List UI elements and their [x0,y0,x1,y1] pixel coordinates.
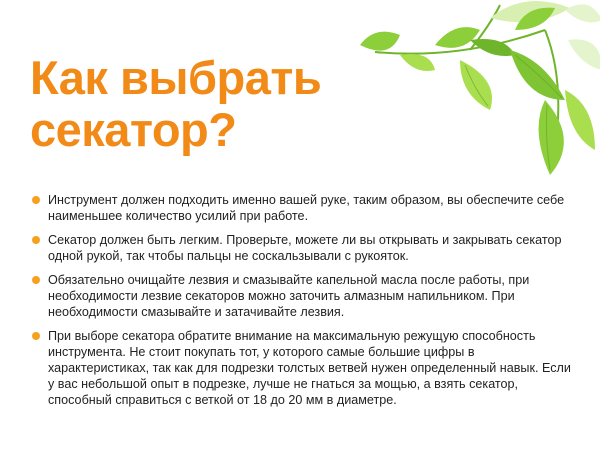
bullet-dot-icon [32,236,40,244]
leaf-icon [460,60,492,110]
leaf-icon [565,90,595,150]
bullet-dot-icon [32,332,40,340]
green-leaves-decoration [340,0,600,190]
leaf-icon [360,32,400,51]
bullet-dot-icon [32,196,40,204]
page-title [30,52,321,156]
list-item-text: Обязательно очищайте лезвия и смазывайте капельной масла после работы, при необходимости лезвие секаторов можно заточить алмазным напильником. При необходимости смазывайте и затачивайте лезвия. [48,273,530,319]
title-line-1: Как выбрать [30,51,322,104]
list-item [32,192,572,224]
leaf-icon [400,54,435,71]
list-item [32,328,572,408]
leaf-icon [568,39,600,70]
title-line-2: секатор? [30,103,237,156]
list-item [32,232,572,264]
list-item-text: Инструмент должен подходить именно вашей руке, таким образом, вы обеспечите себе наименьшее количество усилий при работе. [48,193,565,223]
bullet-dot-icon [32,276,40,284]
leaf-icon [539,100,564,175]
list-item-text: Секатор должен быть легким. Проверьте, можете ли вы открывать и закрывать секатор одной рукой, так чтобы пальцы не соскальзывали с рукояток. [48,233,562,263]
list-item [32,272,572,320]
leaf-icon [565,4,600,22]
tips-list [32,192,572,416]
list-item-text: При выборе секатора обратите внимание на максимальную режущую способность инструмента. Не стоит покупать тот, у которого самые большие цифры в характеристиках, так как для подрезки толстых ветвей нужен определенный навык. Если у вас небольшой опыт в подрезке, лучше не гнаться за мощью, а взять секатор, способный справиться с веткой от 18 до 20 мм в диаметре. [48,329,571,407]
